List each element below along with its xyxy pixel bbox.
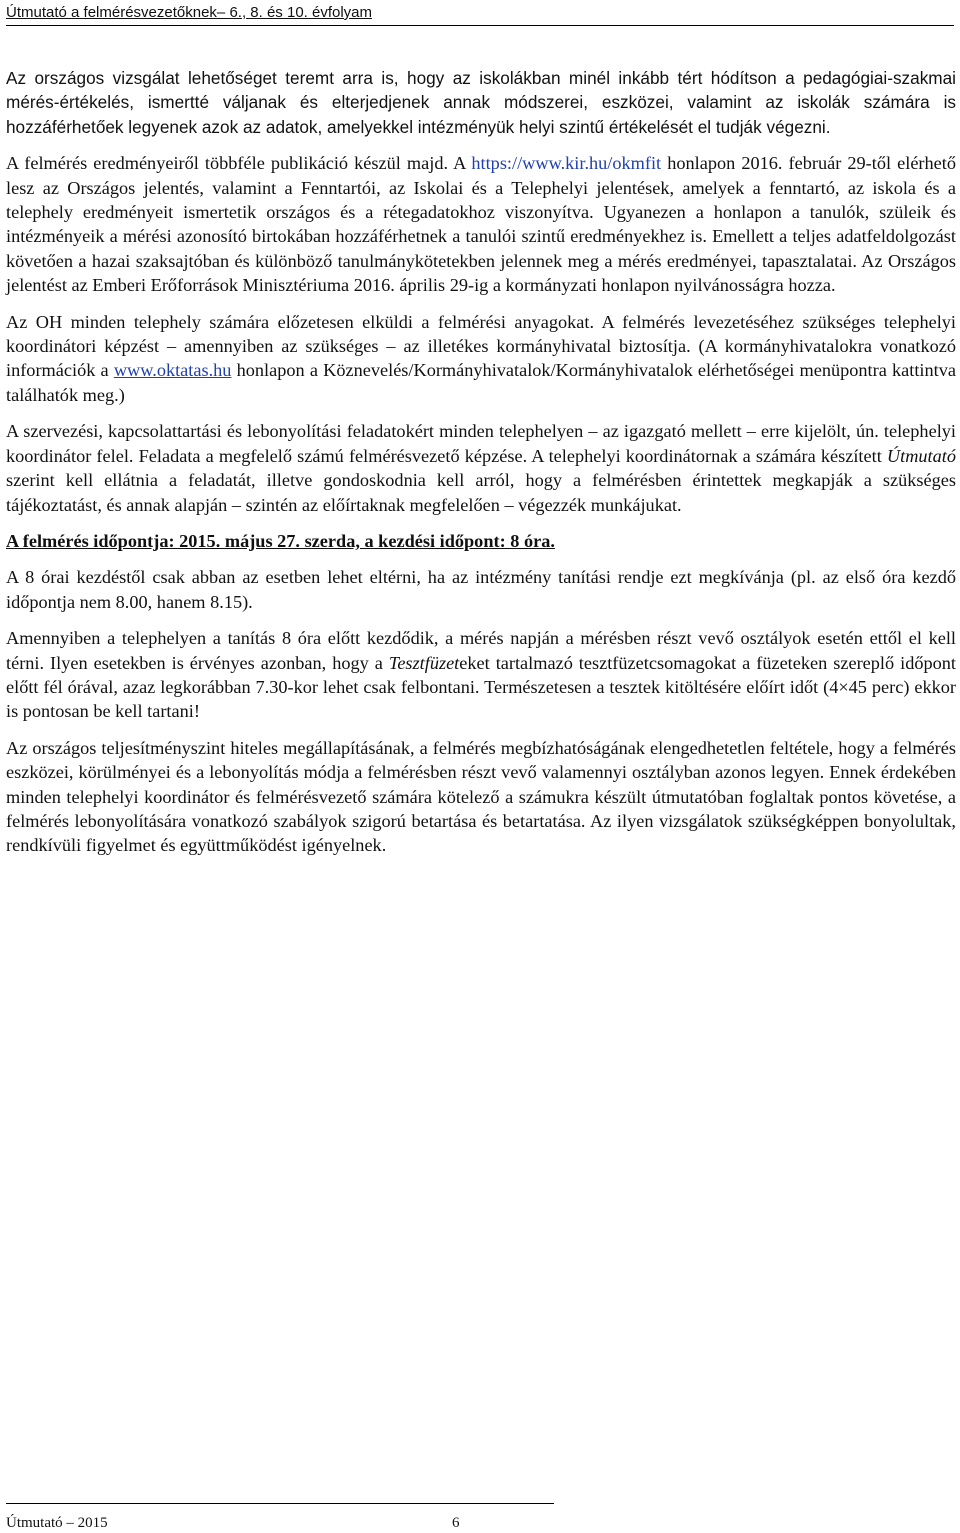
paragraph-intro: Az országos vizsgálat lehetőséget teremt arra is, hogy az iskolákban minél inkább tért hódítson a pedagógiai-szakmai mérés-értékelés, ismertté váljanak és elterjedjenek annak módszerei, eszközei, valamint az iskolák számára is hozzáférhetőek legyenek azok az adatok, amelyekkel intézményük helyi szintű értékelését el tudják végezni. xyxy=(6,68,956,137)
header-title: Útmutató a felmérésvezetőknek– 6., 8. és 10. évfolyam xyxy=(6,4,373,21)
document-body xyxy=(6,66,956,870)
exam-date-heading: A felmérés időpontja: 2015. május 27. szerda, a kezdési időpont: 8 óra. xyxy=(6,530,555,551)
page-number: 6 xyxy=(452,1515,460,1531)
paragraph-publications xyxy=(6,151,956,297)
publications-text-end: honlapon 2016. február 29-től elérhető lesz az Országos jelentés, valamint a Fenntartói, az Iskolai és a Telephelyi jelentések, amelyek a fenntartó, az iskola és a telephely eredményeit ismertetik országos és a rétegadatokhoz viszonyítva. Ugyanezen a honlapon a tanulók, szüleik és intézményeik a mérési azonosító birtokában hozzáférhetnek a tanulói szintű eredményekhez is. Emellett a teljes adatfeldolgozást követően a hazai szaksajtóban és különböző tanulmánykötetekben jelennek meg a mérés eredményei, tapasztalatai. Az Országos jelentést az Emberi Erőforrások Minisztériuma 2016. április 29-ig a kormányzati honlapon nyilvánosságra hozza. xyxy=(6,153,956,296)
coordinator-text-end: szerint kell ellátnia a feladatát, illetve gondoskodnia kell arról, hogy a felmérésben érintettek megkapják a szükséges tájékoztatást, és annak alapján – szintén az előírtaknak megfelelően – végezzék munkájukat. xyxy=(6,470,956,515)
paragraph-reliability: Az országos teljesítményszint hiteles megállapításának, a felmérés megbízhatóságának elengedhetetlen feltétele, hogy a felmérés eszközei, körülményei és a lebonyolítás módja a felmérésben részt vevő valamennyi osztályban azonos legyen. Ennek érdekében minden telephelyi koordinátor és felmérésvezető számára kötelező a számukra készült útmutatóban foglaltak pontos követése, a felmérés lebonyolítására vonatkozó szabályok szigorú betartása és betartatása. Az ilyen vizsgálatok szükségképpen bonyolultak, rendkívüli figyelmet és együttműködést igényelnek. xyxy=(6,737,956,856)
oktatas-link[interactable]: www.oktatas.hu xyxy=(113,360,232,381)
footer-label: Útmutató – 2015 xyxy=(6,1515,108,1531)
kir-link[interactable]: https://www.kir.hu/okmfit xyxy=(471,153,662,174)
tesztfuzet-italic: Tesztfüzet xyxy=(388,652,460,673)
coordinator-text-start: A szervezési, kapcsolattartási és lebonyolítási feladatokért minden telephelyen – az igazgató mellett – erre kijelölt, ún. telephelyi koordinátor felel. Feladata a megfelelő számú felmérésvezető képzése. A telephelyi koordinátornak a számára készített xyxy=(6,421,956,466)
utmutato-italic: Útmutató xyxy=(886,445,956,466)
oh-text-start: Az OH minden telephely számára előzetesen elküldi a felmérési anyagokat. A felmérés levezetéséhez szükséges telephelyi koordinátori képzést – amennyiben az szükséges – az illetékes kormányhivatal biztosítja. (A kormányhivatalokra vonatkozó információk a xyxy=(6,311,956,381)
paragraph-oh-materials xyxy=(6,310,956,408)
page-footer xyxy=(6,1503,554,1531)
paragraph-start-time: A 8 órai kezdéstől csak abban az esetben lehet eltérni, ha az intézmény tanítási rendje ezt megkívánja (pl. az első óra kezdő időpontja nem 8.00, hanem 8.15). xyxy=(6,567,956,612)
early-text-start: Amennyiben a telephelyen a tanítás 8 óra előtt kezdődik, a mérés napján a mérésben részt vevő osztályok esetén ettől el kell térni. Ilyen esetekben is érvényes azonban, hogy a xyxy=(6,628,956,673)
early-text-end: eket tartalmazó tesztfüzetcsomagokat a füzeteken szereplő időpont előtt fél órával, azaz legkorábban 7.30-kor lehet csak felbontani. Természetesen a tesztek kitöltésére előírt időt (4×45 perc) ekkor is pontosan be kell tartani! xyxy=(6,652,956,722)
paragraph-early-start xyxy=(6,626,956,724)
publications-text-start: A felmérés eredményeiről többféle publikáció készül majd. A xyxy=(6,153,472,174)
oh-text-end: honlapon a Köznevelés/Kormányhivatalok/Kormányhivatalok elérhetőségei menüpontra kattintva találhatók meg.) xyxy=(6,360,956,405)
page-header xyxy=(6,3,954,26)
paragraph-coordinator xyxy=(6,419,956,517)
